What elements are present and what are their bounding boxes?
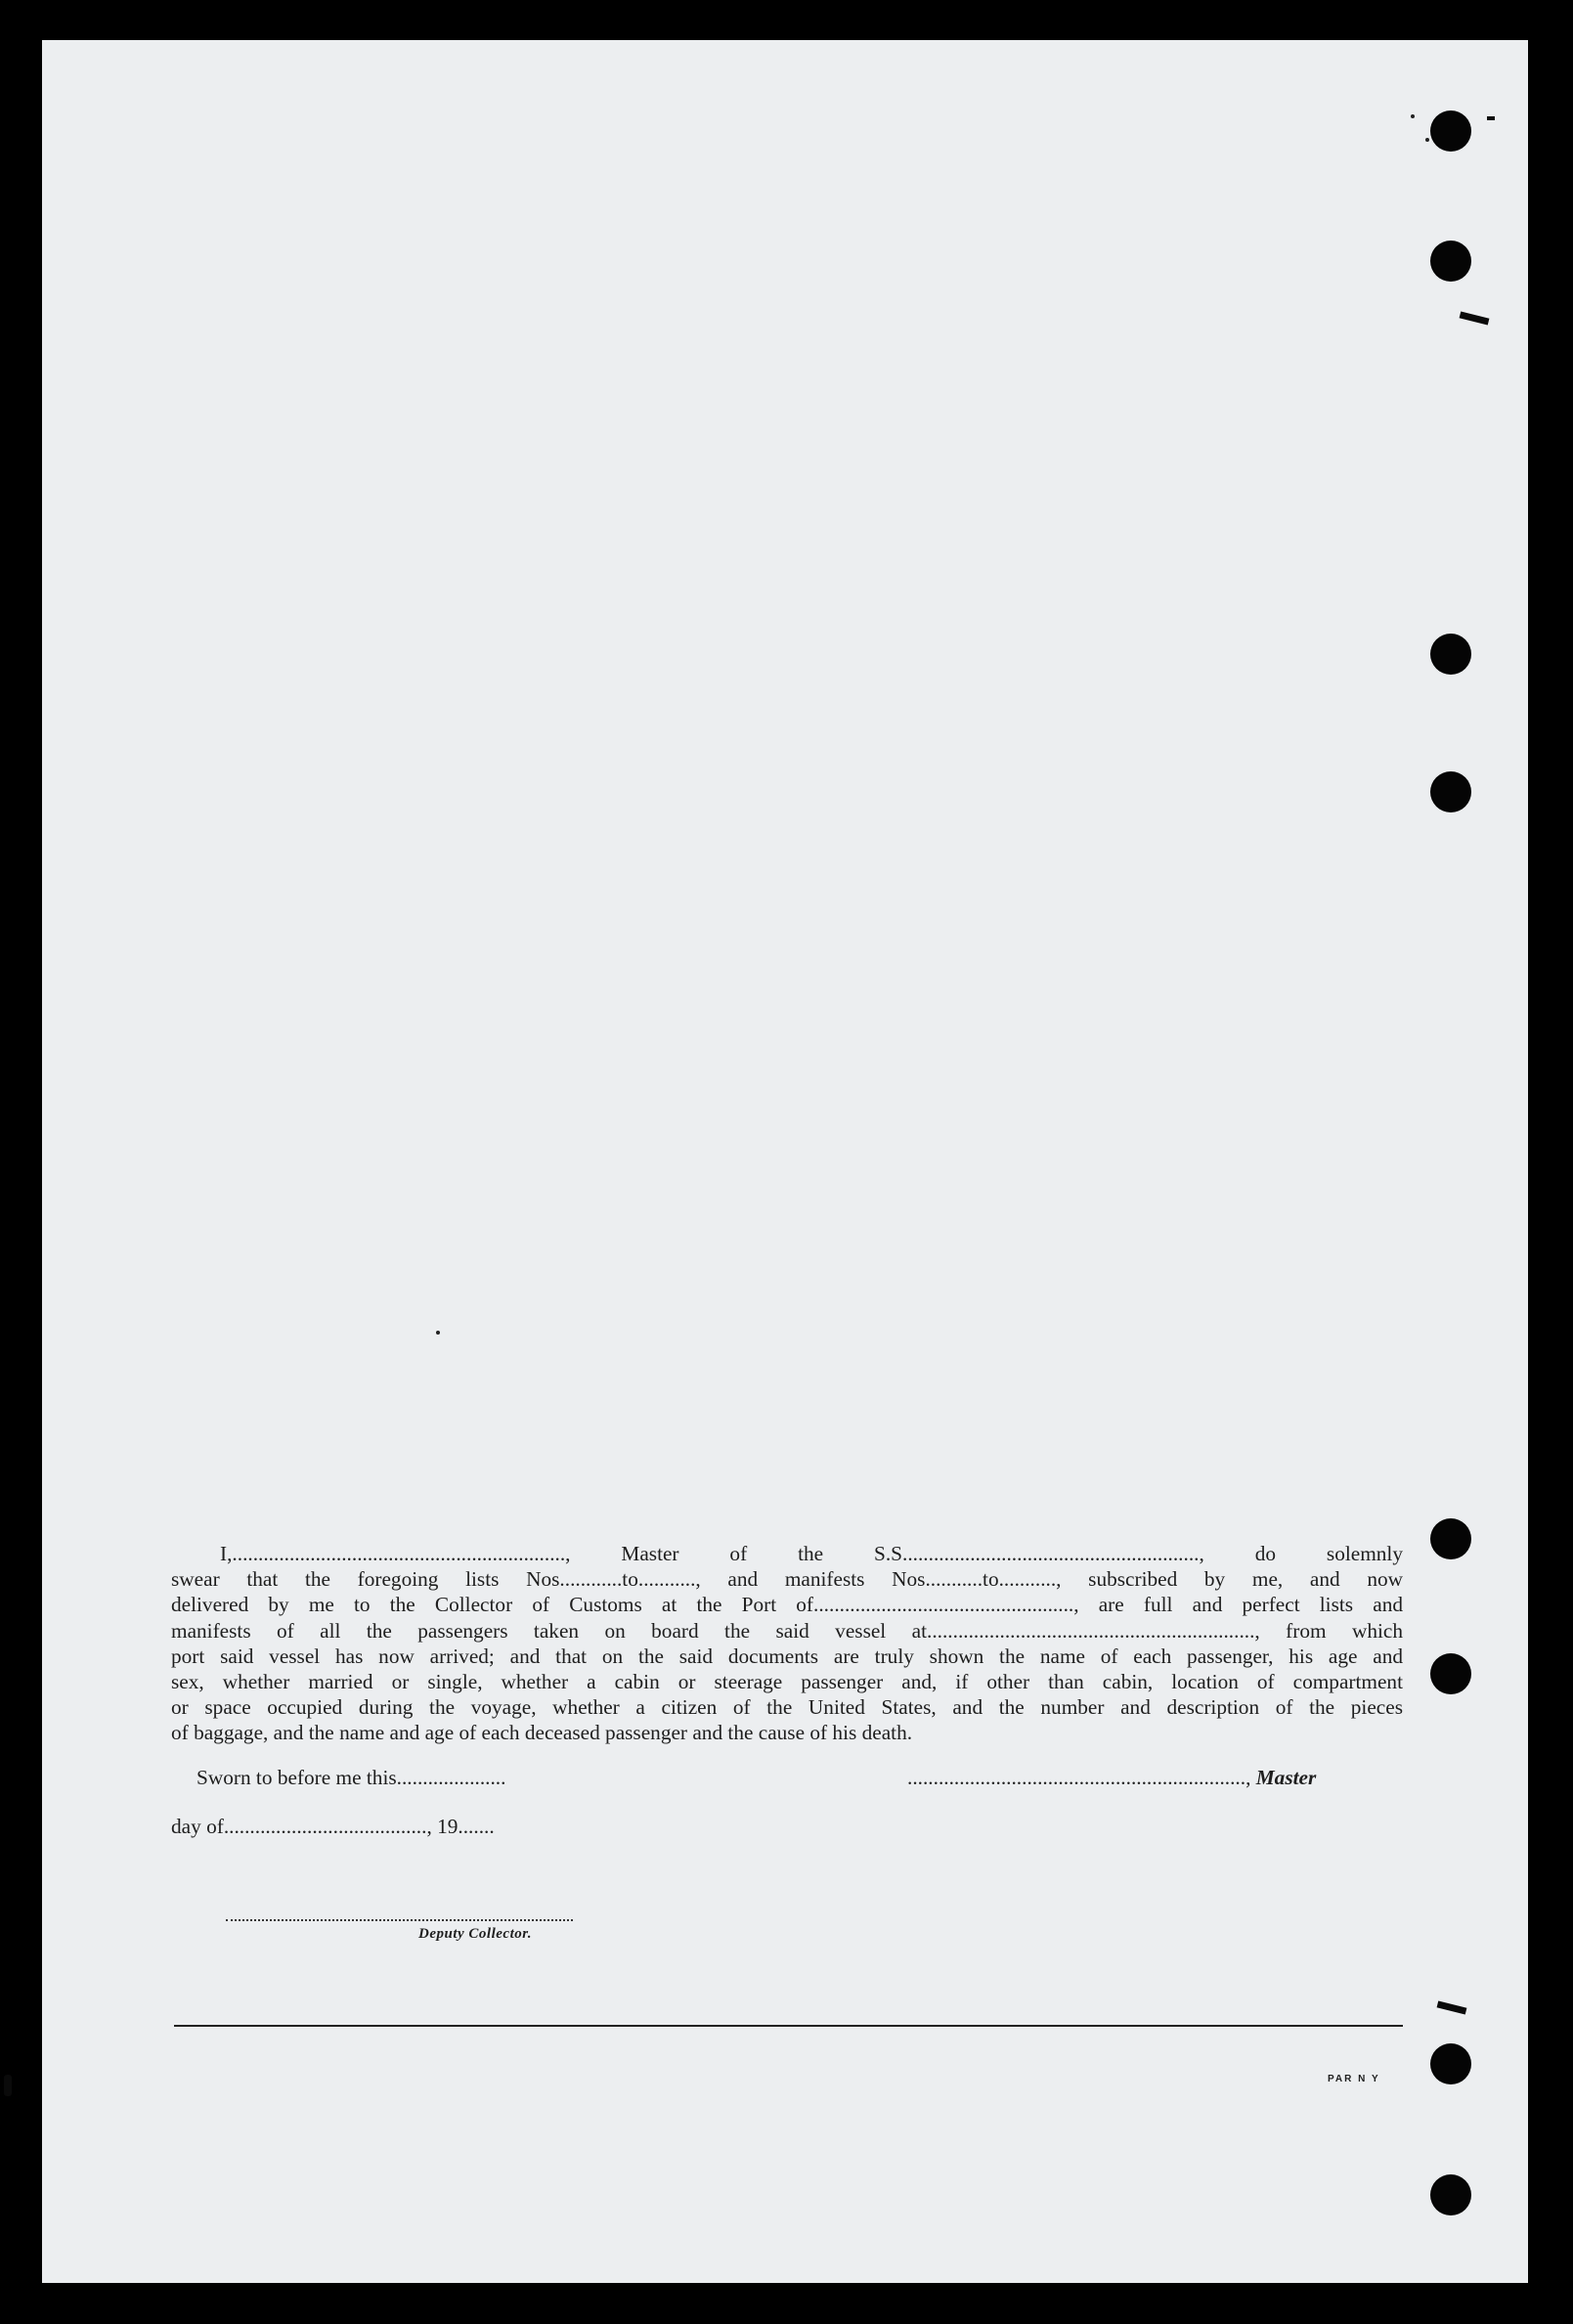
oath-line: I,................................................................, Master of the S.S........................................................., do solemnly (220, 1542, 1403, 1565)
punch-hole (1430, 2174, 1471, 2215)
oath-line: delivered by me to the Collector of Customs at the Port of.................................................., are full and perfect lists and (171, 1593, 1403, 1617)
deputy-collector-signature-line (226, 1919, 573, 1921)
footer-rule (174, 2025, 1403, 2027)
punch-hole (1430, 110, 1471, 152)
scan-speck (1425, 138, 1429, 142)
punch-hole (1430, 2043, 1471, 2084)
master-label: Master (1255, 1766, 1317, 1789)
oath-line: manifests of all the passengers taken on board the said vessel at..............................................................., from which (171, 1618, 1403, 1643)
deputy-collector-label: Deputy Collector. (418, 1926, 532, 1942)
oath-line: sex, whether married or single, whether a cabin or steerage passenger and, if other than cabin, location of compartment (171, 1670, 1403, 1694)
master-signature-dots: ................................................................., (907, 1766, 1251, 1789)
oath-line: of baggage, and the name and age of each deceased passenger and the cause of his death. (171, 1721, 913, 1745)
punch-hole (1430, 634, 1471, 675)
master-oath-paragraph (171, 1541, 1403, 1746)
scan-mark (1487, 116, 1495, 120)
punch-hole (1430, 1653, 1471, 1694)
sworn-before-line: Sworn to before me this..................... (197, 1766, 506, 1789)
day-of-line: day of......................................., 19....... (171, 1815, 495, 1838)
printer-mark: PAR N Y (1328, 2074, 1380, 2084)
master-signature-line (907, 1766, 1316, 1790)
scan-mark (4, 2075, 12, 2096)
oath-line: or space occupied during the voyage, whether a citizen of the United States, and the number and description of the pieces (171, 1695, 1403, 1720)
oath-line: swear that the foregoing lists Nos............to..........., and manifests Nos...........to..........., subscribed by me, and now (171, 1567, 1403, 1592)
punch-hole (1430, 771, 1471, 812)
scan-speck (1411, 114, 1415, 118)
punch-hole (1430, 241, 1471, 282)
scan-mark (1437, 2000, 1467, 2014)
scan-mark (1460, 311, 1490, 325)
document-page (42, 40, 1528, 2283)
punch-hole (1430, 1518, 1471, 1559)
oath-line: port said vessel has now arrived; and that on the said documents are truly shown the name of each passenger, his age and (171, 1644, 1403, 1668)
scan-speck (436, 1331, 440, 1335)
